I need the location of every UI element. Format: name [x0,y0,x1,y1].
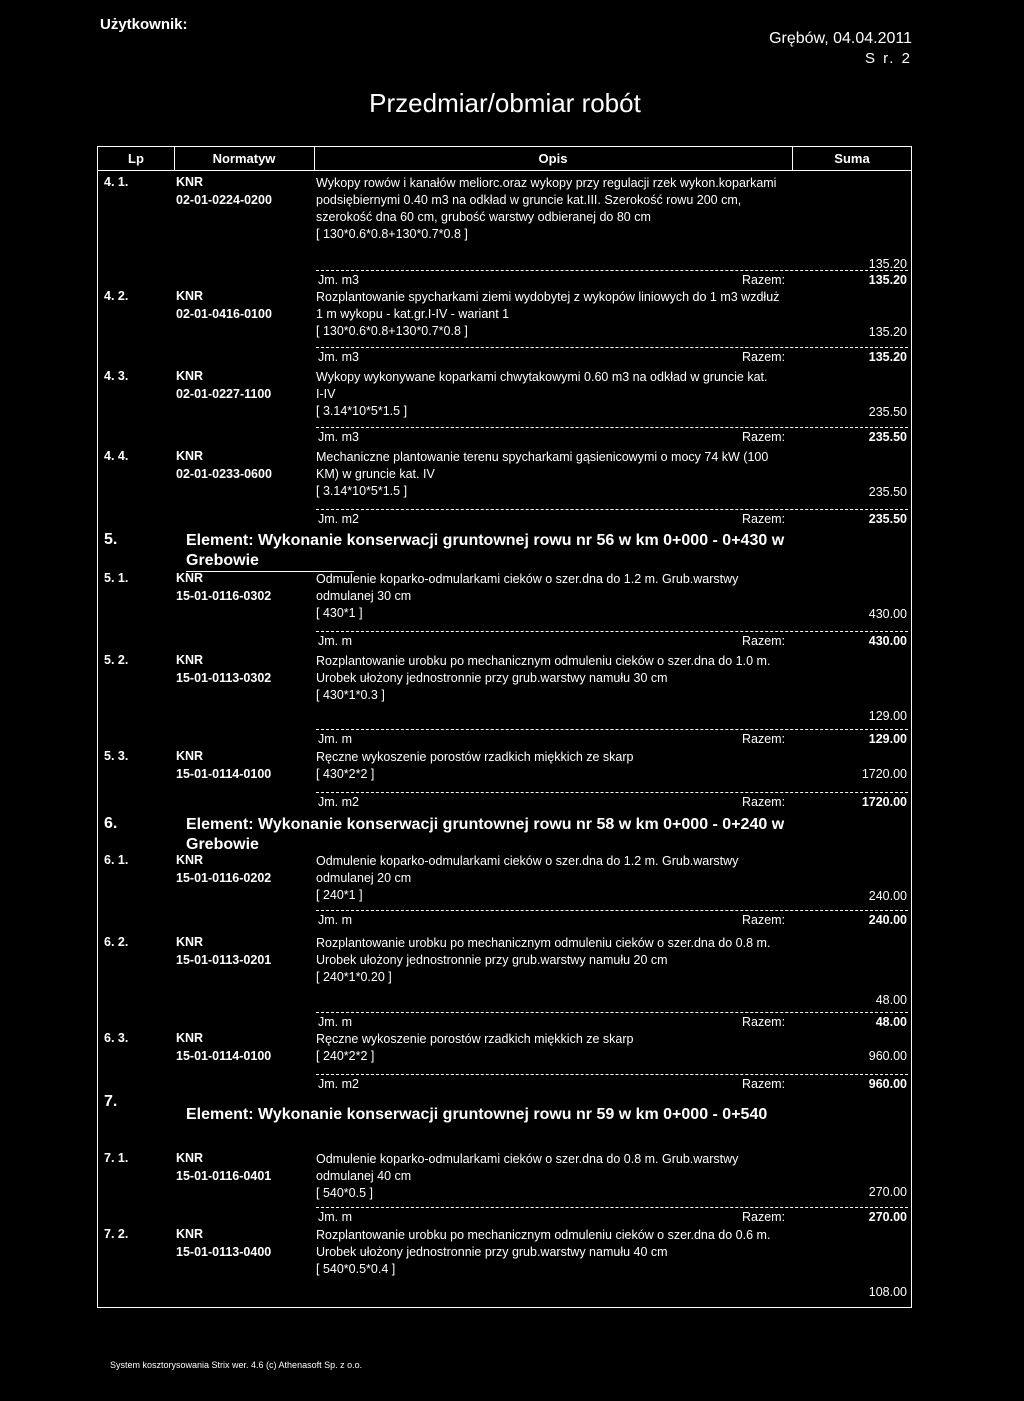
item-razem-label: Razem: [742,732,786,746]
item-razem-label: Razem: [742,795,786,809]
item-knr: KNR [176,1031,204,1045]
item-unit: Jm. m [318,634,353,648]
item-total: 240.00 [868,913,907,927]
element-title: Element: Wykonanie konserwacji gruntownej rowu nr 56 w km 0+000 - 0+430 w Grebowie [186,532,785,569]
table-row [98,1151,911,1227]
item-quantity: 129.00 [868,709,907,723]
item-knr: KNR [176,449,204,463]
item-code: 02-01-0233-0600 [176,467,272,481]
item-unit: Jm. m3 [318,430,359,444]
item-description: Ręczne wykoszenie porostów rzadkich miękkich ze skarp [ 240*2*2 ] [316,1032,634,1063]
item-description: Rozplantowanie spycharkami ziemi wydobytej z wykopów liniowych do 1 m3 wzdłuż 1 m wykopu - kat.gr.I-IV - wariant 1 [ 130*0.6*0.8+130*0.7*0.8 ] [316,290,780,338]
item-quantity: 135.20 [868,325,907,339]
item-total: 129.00 [868,732,907,746]
table-header [98,147,911,171]
element-number: 7. [104,1093,118,1110]
item-razem-label: Razem: [742,350,786,364]
item-description: Odmulenie koparko-odmularkami cieków o szer.dna do 1.2 m. Grub.warstwy odmulanej 20 cm [ 240*1 ] [316,854,739,902]
page-title: Przedmiar/obmiar robót [369,88,641,118]
item-razem-label: Razem: [742,512,786,526]
item-unit: Jm. m [318,732,353,746]
item-quantity: 135.20 [868,257,907,271]
item-code: 15-01-0113-0302 [176,671,272,685]
item-razem-label: Razem: [742,1210,786,1224]
item-quantity: 235.50 [868,485,907,499]
item-code: 02-01-0227-1100 [176,387,272,401]
item-lp: 7. 1. [104,1151,129,1165]
table-row [98,653,911,749]
item-razem-label: Razem: [742,273,786,287]
item-unit: Jm. m2 [318,795,359,809]
table-row [98,175,911,291]
col-lp: Lp [128,151,144,166]
item-quantity: 108.00 [868,1285,907,1299]
item-knr: KNR [176,175,204,189]
item-quantity: 430.00 [868,607,907,621]
item-quantity: 48.00 [875,993,907,1007]
item-description: Wykopy rowów i kanałów meliorc.oraz wykopy przy regulacji rzek wykon.koparkami podsiębiernymi 0.40 m3 na odkład w gruncie kat.III. Szerokość rowu 200 cm, szerokość dna 60 cm, grubość warstwy odbieranej do 80 cm [ 130*0.6*0.8+130*0.7*0.8 ] [316,176,777,241]
table-row [98,289,911,367]
item-unit: Jm. m [318,1210,353,1224]
item-knr: KNR [176,1151,204,1165]
item-lp: 4. 3. [104,369,129,383]
item-code: 15-01-0113-0400 [176,1245,272,1259]
place-date: Grębów, 04.04.2011 [769,30,912,47]
col-normatyw: Normatyw [212,151,276,166]
item-quantity: 240.00 [868,889,907,903]
item-razem-label: Razem: [742,1015,786,1029]
item-lp: 5. 1. [104,571,129,585]
item-unit: Jm. m2 [318,512,359,526]
item-razem-label: Razem: [742,913,786,927]
page-number: S r. 2 [864,50,912,67]
item-unit: Jm. m3 [318,273,359,287]
item-description: Rozplantowanie urobku po mechanicznym odmuleniu cieków o szer.dna do 0.8 m. Urobek ułożony jednostronnie przy grub.warstwy namułu 20 cm [ 240*1*0.20 ] [316,936,771,984]
item-quantity: 235.50 [868,405,907,419]
item-knr: KNR [176,749,204,763]
item-lp: 5. 2. [104,653,129,667]
item-lp: 4. 4. [104,449,129,463]
item-lp: 6. 2. [104,935,129,949]
item-description: Odmulenie koparko-odmularkami cieków o szer.dna do 0.8 m. Grub.warstwy odmulanej 40 cm [ 540*0.5 ] [316,1152,739,1200]
table-row [98,1227,911,1307]
user-label: Użytkownik: [100,16,188,33]
item-code: 15-01-0116-0202 [176,871,272,885]
col-suma: Suma [834,151,870,166]
item-knr: KNR [176,853,204,867]
item-unit: Jm. m3 [318,350,359,364]
item-quantity: 270.00 [868,1185,907,1199]
element-number: 5. [104,531,118,548]
element-title: Element: Wykonanie konserwacji gruntownej rowu nr 59 w km 0+000 - 0+540 [186,1106,768,1123]
table-row [98,853,911,931]
item-lp: 4. 2. [104,289,129,303]
element-heading [98,1093,911,1147]
table-row [98,1031,911,1097]
col-opis: Opis [538,151,568,166]
item-lp: 6. 1. [104,853,129,867]
element-number: 6. [104,815,118,832]
table-row [98,935,911,1031]
item-lp: 7. 2. [104,1227,129,1241]
item-description: Mechaniczne plantowanie terenu spycharkami gąsienicowymi o mocy 74 kW (100 KM) w gruncie kat. IV [ 3.14*10*5*1.5 ] [316,450,769,498]
item-total: 135.20 [868,273,907,287]
item-knr: KNR [176,653,204,667]
footer: System kosztorysowania Strix wer. 4.6 (c) Athenasoft Sp. z o.o. [110,1360,363,1370]
element-title: Element: Wykonanie konserwacji gruntownej rowu nr 58 w km 0+000 - 0+240 w Grebowie [186,816,785,853]
item-razem-label: Razem: [742,634,786,648]
item-unit: Jm. m [318,913,353,927]
item-code: 15-01-0113-0201 [176,953,272,967]
item-code: 15-01-0114-0100 [176,767,272,781]
item-knr: KNR [176,935,204,949]
element-heading [98,815,911,857]
item-description: Odmulenie koparko-odmularkami cieków o szer.dna do 1.2 m. Grub.warstwy odmulanej 30 cm [ 430*1 ] [316,572,739,620]
item-razem-label: Razem: [742,1077,786,1091]
item-total: 235.50 [868,512,907,526]
item-code: 15-01-0116-0401 [176,1169,272,1183]
item-calc: [ 130*0.6*0.8+130*0.7*0.8 ] [316,227,468,241]
item-knr: KNR [176,1227,204,1241]
item-description: Rozplantowanie urobku po mechanicznym odmuleniu cieków o szer.dna do 1.0 m. Urobek ułożony jednostronnie przy grub.warstwy namułu 30 cm [ 430*1*0.3 ] [316,654,771,702]
item-lp: 5. 3. [104,749,129,763]
item-total: 960.00 [868,1077,907,1091]
item-total: 48.00 [875,1015,907,1029]
element-heading [98,531,911,573]
table-row [98,449,911,529]
item-razem-label: Razem: [742,430,786,444]
item-knr: KNR [176,289,204,303]
item-unit: Jm. m2 [318,1077,359,1091]
item-quantity: 960.00 [868,1049,907,1063]
item-code: 02-01-0224-0200 [176,193,272,207]
item-total: 270.00 [868,1210,907,1224]
item-code: 15-01-0114-0100 [176,1049,272,1063]
table-row [98,369,911,447]
item-code: 02-01-0416-0100 [176,307,272,321]
item-knr: KNR [176,369,204,383]
item-code: 15-01-0116-0302 [176,589,272,603]
item-description: Ręczne wykoszenie porostów rzadkich miękkich ze skarp [ 430*2*2 ] [316,750,634,781]
item-quantity: 1720.00 [861,767,907,781]
cost-table [97,146,912,1308]
item-unit: Jm. m [318,1015,353,1029]
table-row [98,749,911,813]
item-description: Rozplantowanie urobku po mechanicznym odmuleniu cieków o szer.dna do 0.6 m. Urobek ułożony jednostronnie przy grub.warstwy namułu 40 cm [ 540*0.5*0.4 ] [316,1228,771,1276]
item-lp: 6. 3. [104,1031,129,1045]
item-description: Wykopy wykonywane koparkami chwytakowymi 0.60 m3 na odkład w gruncie kat. I-IV [ 3.14*10*5*1.5 ] [316,370,768,418]
item-total: 1720.00 [861,795,907,809]
item-total: 135.20 [868,350,907,364]
item-lp: 4. 1. [104,175,129,189]
item-knr: KNR [176,571,204,585]
table-row [98,571,911,653]
item-total: 235.50 [868,430,907,444]
item-total: 430.00 [868,634,907,648]
